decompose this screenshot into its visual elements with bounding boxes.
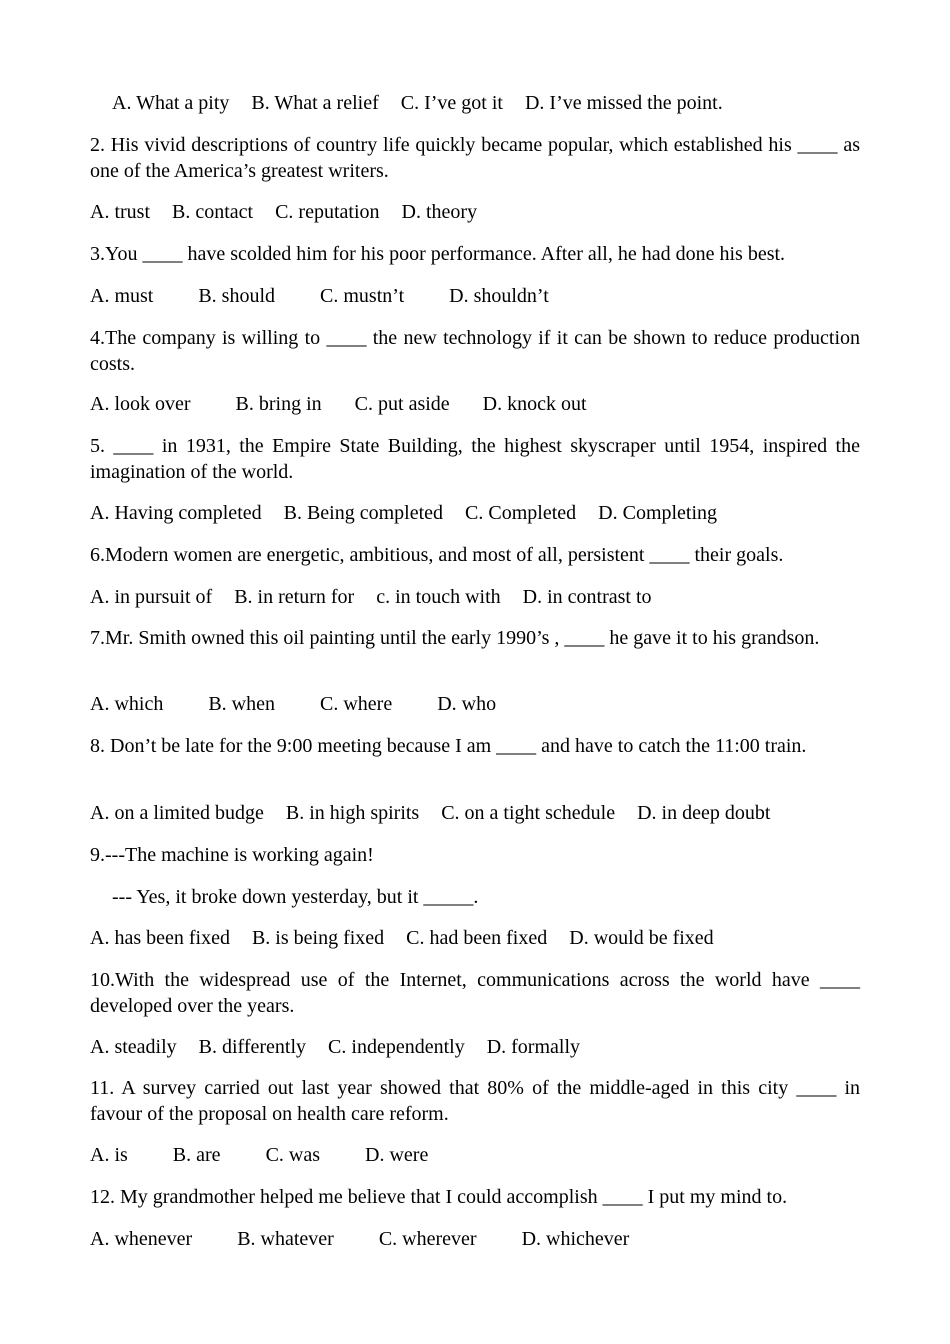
answer-options — [90, 283, 860, 309]
answer-option[interactable]: A. What a pity — [112, 92, 230, 114]
answer-option[interactable]: B. bring in — [235, 393, 322, 415]
answer-option[interactable]: C. independently — [328, 1036, 465, 1058]
answer-option[interactable]: B. differently — [198, 1036, 307, 1058]
answer-option[interactable]: A. whenever — [90, 1228, 193, 1250]
answer-option[interactable]: D. whichever — [521, 1228, 630, 1250]
question-text: 9.---The machine is working again! — [90, 844, 374, 866]
answer-options — [90, 90, 882, 116]
answer-option[interactable]: B. Being completed — [283, 502, 444, 524]
answer-option[interactable]: D. Completing — [598, 502, 718, 524]
answer-option[interactable]: A. is — [90, 1144, 128, 1166]
answer-option[interactable]: D. in deep doubt — [637, 802, 771, 824]
answer-option[interactable]: B. in return for — [234, 586, 355, 608]
answer-option[interactable]: D. would be fixed — [569, 927, 714, 949]
question-text: 5. ____ in 1931, the Empire State Building, the highest skyscraper until 1954, inspired the imagination of the world. — [90, 435, 860, 483]
question-text: 11. A survey carried out last year showed that 80% of the middle-aged in this city ____ in favour of the proposal on health care reform. — [90, 1077, 860, 1125]
answer-option[interactable]: B. when — [208, 693, 275, 715]
answer-option[interactable]: A. has been fixed — [90, 927, 230, 949]
answer-options — [90, 584, 860, 610]
answer-option[interactable]: A. look over — [90, 393, 191, 415]
answer-option[interactable]: C. mustn’t — [320, 285, 405, 307]
answer-option[interactable]: D. knock out — [482, 393, 587, 415]
answer-options — [90, 800, 860, 826]
answer-option[interactable]: A. on a limited budge — [90, 802, 264, 824]
answer-options — [90, 1142, 860, 1168]
answer-option[interactable]: A. trust — [90, 201, 150, 223]
answer-option[interactable]: D. theory — [401, 201, 478, 223]
answer-option[interactable]: D. in contrast to — [522, 586, 652, 608]
answer-options — [90, 391, 860, 417]
answer-options — [90, 500, 860, 526]
question-text: 12. My grandmother helped me believe that I could accomplish ____ I put my mind to. — [90, 1186, 788, 1208]
question-text: 4.The company is willing to ____ the new technology if it can be shown to reduce production costs. — [90, 327, 860, 375]
answer-option[interactable]: A. steadily — [90, 1036, 177, 1058]
answer-option[interactable]: B. in high spirits — [285, 802, 420, 824]
answer-option[interactable]: C. I’ve got it — [400, 92, 503, 114]
answer-option[interactable]: A. must — [90, 285, 154, 307]
question-text: --- Yes, it broke down yesterday, but it _____. — [112, 886, 479, 908]
answer-option[interactable]: C. was — [265, 1144, 321, 1166]
answer-option[interactable]: A. Having completed — [90, 502, 262, 524]
question-text: 10.With the widespread use of the Internet, communications across the world have ____ developed over the years. — [90, 969, 860, 1017]
answer-option[interactable]: c. in touch with — [376, 586, 501, 608]
answer-option[interactable]: B. contact — [172, 201, 254, 223]
question-text: 7.Mr. Smith owned this oil painting until the early 1990’s , ____ he gave it to his grandson. — [90, 627, 820, 649]
answer-options — [90, 1034, 860, 1060]
answer-option[interactable]: C. Completed — [465, 502, 577, 524]
question-text: 6.Modern women are energetic, ambitious, and most of all, persistent ____ their goals. — [90, 544, 784, 566]
answer-option[interactable]: D. shouldn’t — [449, 285, 549, 307]
answer-option[interactable]: C. had been fixed — [406, 927, 548, 949]
answer-option[interactable]: B. whatever — [237, 1228, 334, 1250]
answer-option[interactable]: C. where — [320, 693, 393, 715]
answer-option[interactable]: B. What a relief — [251, 92, 379, 114]
answer-option[interactable]: A. which — [90, 693, 164, 715]
answer-option[interactable]: D. formally — [486, 1036, 580, 1058]
answer-option[interactable]: C. wherever — [378, 1228, 477, 1250]
answer-option[interactable]: B. are — [172, 1144, 221, 1166]
question-text: 2. His vivid descriptions of country life quickly became popular, which established his ____ as one of the America’s greatest writers. — [90, 134, 860, 182]
answer-option[interactable]: C. on a tight schedule — [441, 802, 616, 824]
answer-option[interactable]: C. put aside — [354, 393, 450, 415]
answer-option[interactable]: C. reputation — [275, 201, 380, 223]
question-text: 3.You ____ have scolded him for his poor performance. After all, he had done his best. — [90, 243, 786, 265]
answer-option[interactable]: D. were — [365, 1144, 429, 1166]
answer-option[interactable]: B. should — [198, 285, 276, 307]
question-text: 8. Don’t be late for the 9:00 meeting because I am ____ and have to catch the 11:00 train. — [90, 735, 807, 757]
answer-options — [90, 691, 860, 717]
answer-options — [90, 199, 860, 225]
answer-option[interactable]: D. I’ve missed the point. — [524, 92, 723, 114]
answer-options — [90, 925, 860, 951]
answer-options — [90, 1226, 860, 1252]
answer-option[interactable]: B. is being fixed — [251, 927, 385, 949]
answer-option[interactable]: D. who — [437, 693, 497, 715]
answer-option[interactable]: A. in pursuit of — [90, 586, 213, 608]
